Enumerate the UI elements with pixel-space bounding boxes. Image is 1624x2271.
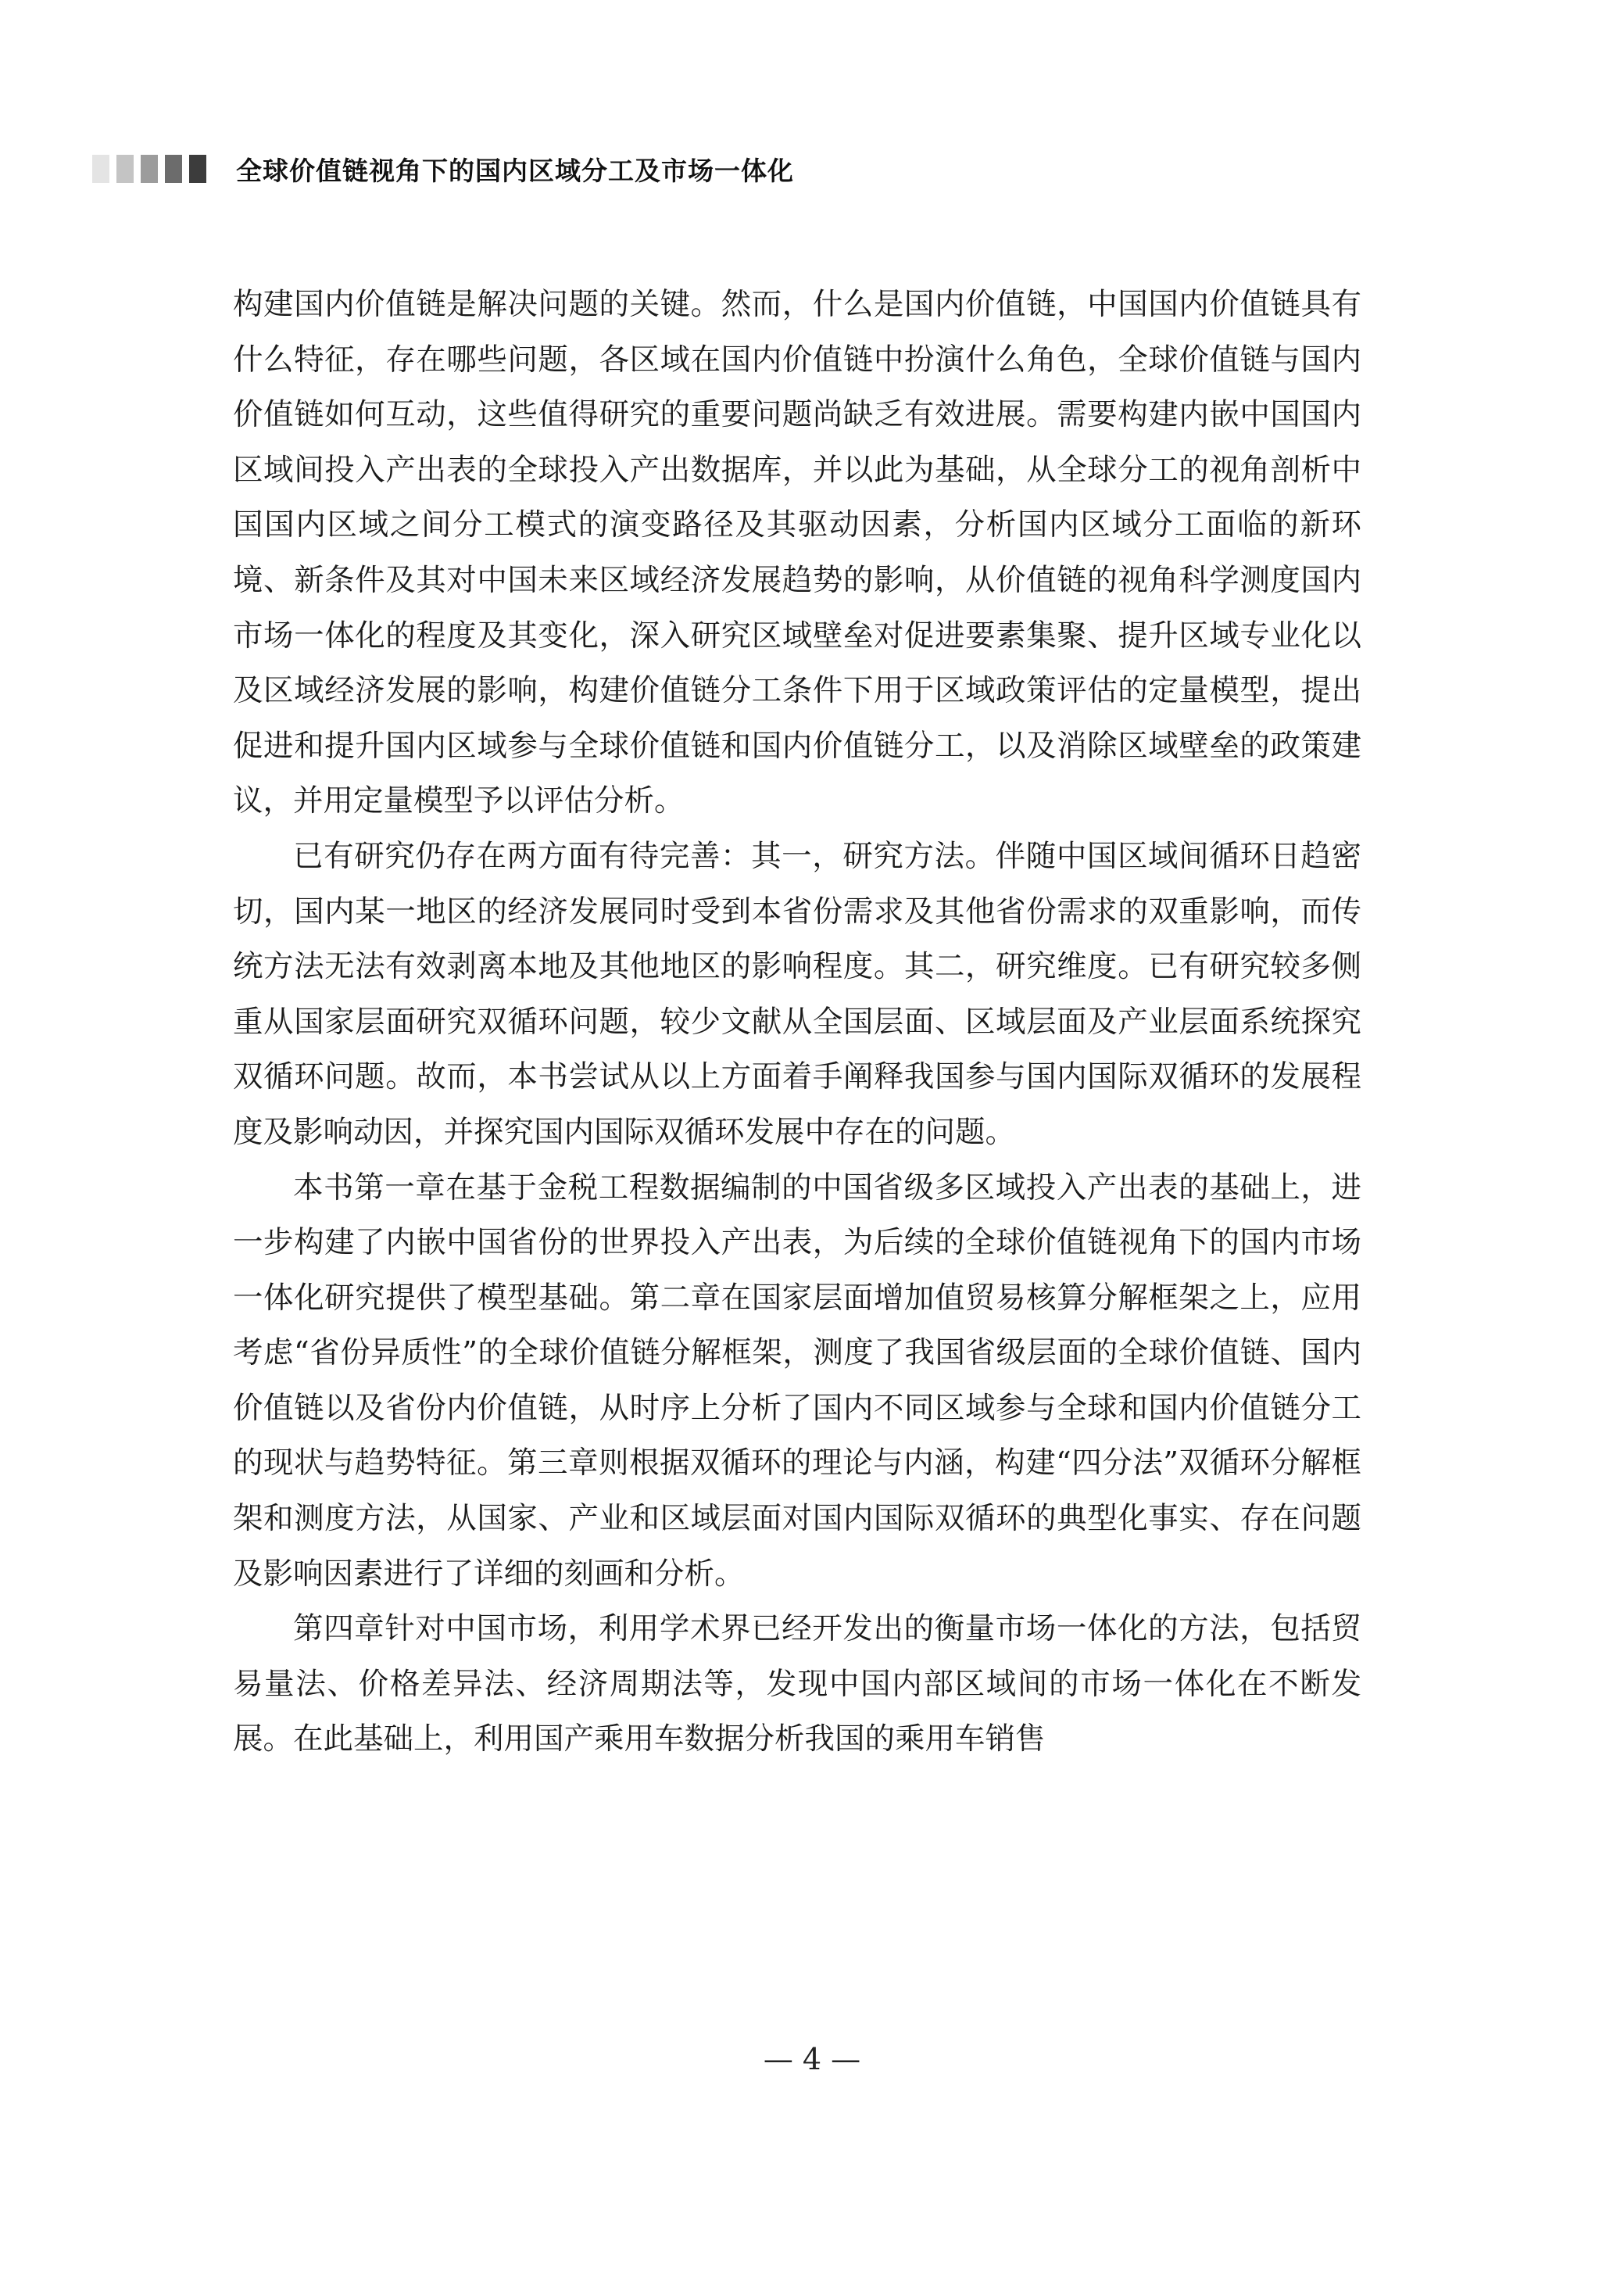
body-paragraph: 构建国内价值链是解决问题的关键。然而，什么是国内价值链，中国国内价值链具有什么特征，存在哪些问题，各区域在国内价值链中扮演什么角色，全球价值链与国内价值链如何互动，这些值得研究的重要问题尚缺乏有效进展。需要构建内嵌中国国内区域间投入产出表的全球投入产出数据库，并以此为基础，从全球分工的视角剖析中国国内区域之间分工模式的演变路径及其驱动因素，分析国内区域分工面临的新环境、新条件及其对中国未来区域经济发展趋势的影响，从价值链的视角科学测度国内市场一体化的程度及其变化，深入研究区域壁垒对促进要素集聚、提升区域专业化以及区域经济发展的影响，构建价值链分工条件下用于区域政策评估的定量模型，提出促进和提升国内区域参与全球价值链和国内价值链分工，以及消除区域壁垒的政策建议，并用定量模型予以评估分析。 — [233, 287, 1361, 819]
body-paragraph: 第四章针对中国市场，利用学术界已经开发出的衡量市场一体化的方法，包括贸易量法、价格差异法、经济周期法等，发现中国内部区域间的市场一体化在不断发展。在此基础上，利用国产乘用车数据分析我国的乘用车销售 — [233, 1611, 1361, 1757]
header-mark-3 — [141, 155, 158, 183]
running-title: 全球价值链视角下的国内区域分工及市场一体化 — [236, 155, 794, 186]
header-gradient-marks — [92, 155, 206, 183]
header-mark-4 — [165, 155, 182, 183]
header-mark-2 — [116, 155, 134, 183]
header-mark-5 — [189, 155, 206, 183]
header-mark-1 — [92, 155, 109, 183]
running-header — [92, 153, 794, 184]
page-number: — 4 — — [763, 2042, 861, 2076]
body-paragraph: 本书第一章在基于金税工程数据编制的中国省级多区域投入产出表的基础上，进一步构建了内嵌中国省份的世界投入产出表，为后续的全球价值链视角下的国内市场一体化研究提供了模型基础。第二章在国家层面增加值贸易核算分解框架之上，应用考虑“省份异质性”的全球价值链分解框架，测度了我国省级层面的全球价值链、国内价值链以及省份内价值链，从时序上分析了国内不同区域参与全球和国内价值链分工的现状与趋势特征。第三章则根据双循环的理论与内涵，构建“四分法”双循环分解框架和测度方法，从国家、产业和区域层面对国内国际双循环的典型化事实、存在问题及影响因素进行了详细的刻画和分析。 — [233, 1170, 1361, 1592]
page-body — [233, 278, 1361, 1768]
body-paragraph: 已有研究仍存在两方面有待完善：其一，研究方法。伴随中国区域间循环日趋密切，国内某一地区的经济发展同时受到本省份需求及其他省份需求的双重影响，而传统方法无法有效剥离本地及其他地区的影响程度。其二，研究维度。已有研究较多侧重从国家层面研究双循环问题，较少文献从全国层面、区域层面及产业层面系统探究双循环问题。故而，本书尝试从以上方面着手阐释我国参与国内国际双循环的发展程度及影响动因，并探究国内国际双循环发展中存在的问题。 — [233, 838, 1361, 1150]
